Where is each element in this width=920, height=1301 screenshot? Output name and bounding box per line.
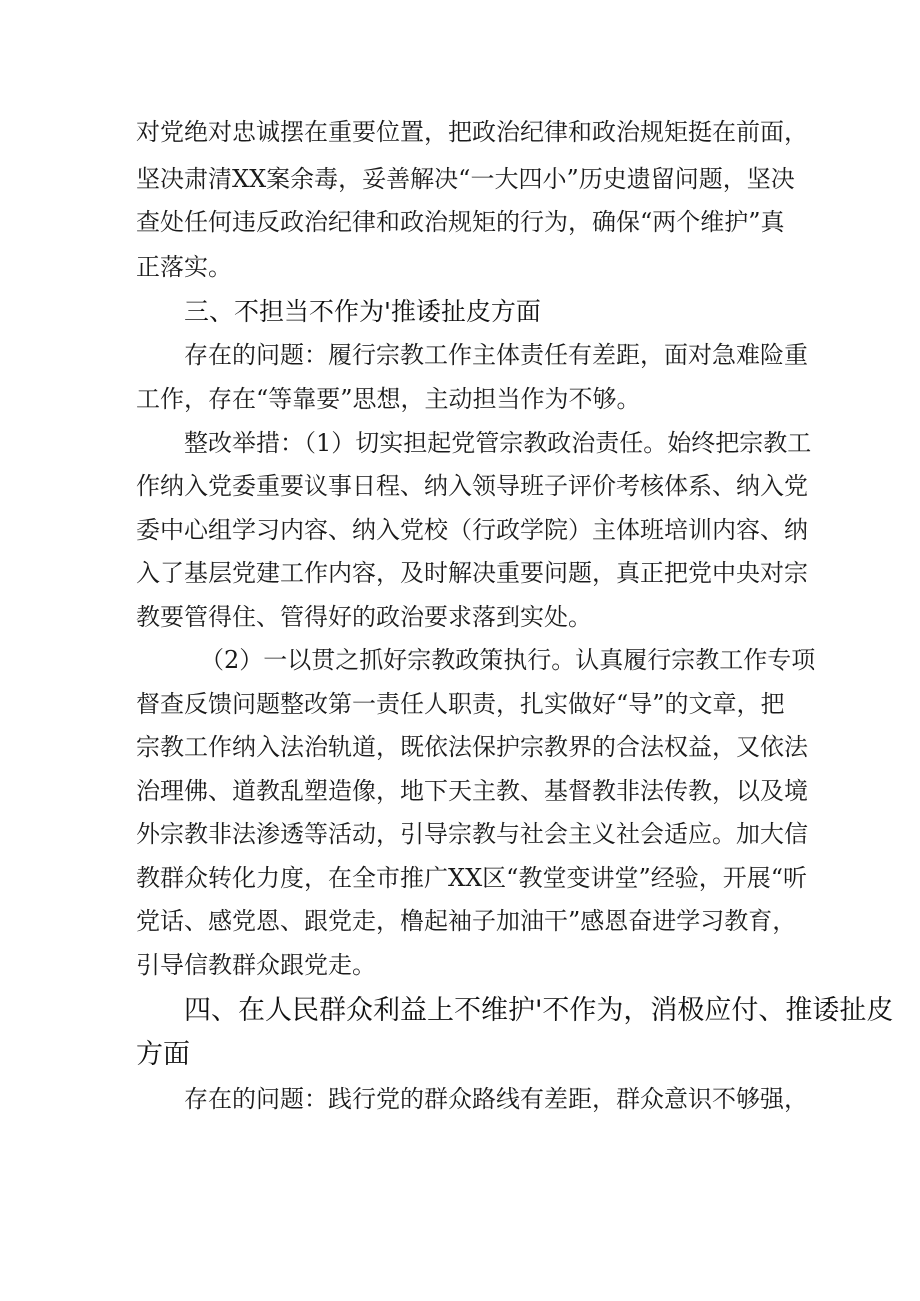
paragraph-line: （2）一以贯之抓好宗教政策执行。认真履行宗教工作专项 [200,646,816,674]
section-heading-3: 三、不担当不作为'推诿扯皮方面 [184,297,541,326]
paragraph-line: 外宗教非法渗透等活动，引导宗教与社会主义社会适应。加大信 [136,820,808,848]
paragraph-line: 党话、感党恩、跟党走，橹起袖子加油干”感恩奋进学习教育， [136,907,797,935]
paragraph-line: 引导信教群众跟党走。 [136,951,376,979]
paragraph-line: 教要管得住、管得好的政治要求落到实处。 [136,603,592,631]
paragraph-line: 治理佛、道教乱塑造像，地下天主教、基督教非法传教，以及境 [136,777,808,805]
paragraph-line: 对党绝对忠诚摆在重要位置，把政治纪律和政治规矩挺在前面， [136,118,808,146]
paragraph-line: 查处任何违反政治纪律和政治规矩的行为，确保“两个维护”真 [136,208,785,236]
paragraph-line: 整改举措：（1）切实担起党管宗教政治责任。始终把宗教工 [184,429,812,457]
paragraph-line: 作纳入党委重要议事日程、纳入领导班子评价考核体系、纳入党 [136,472,808,500]
paragraph-line: 宗教工作纳入法治轨道，既依法保护宗教界的合法权益，又依法 [136,733,808,761]
paragraph-line: 委中心组学习内容、纳入党校（行政学院）主体班培训内容、纳 [136,516,808,544]
paragraph-line: 工作，存在“等靠要”思想，主动担当作为不够。 [136,385,641,413]
paragraph-line: 坚决肃清XX案余毒，妥善解决“一大四小”历史遗留问题，坚决 [136,165,795,193]
section-heading-4: 四、在人民群众利益上不维护'不作为，消极应付、推诿扯皮 [184,995,894,1026]
paragraph-line: 存在的问题：践行党的群众路线有差距，群众意识不够强， [184,1085,808,1113]
paragraph-line: 督查反馈问题整改第一责任人职责，扎实做好“导”的文章，把 [136,690,785,718]
paragraph-line: 教群众转化力度，在全市推广XX区“教堂变讲堂”经验，开展“听 [136,864,807,892]
paragraph-line: 正落实。 [136,253,232,281]
paragraph-line: 入了基层党建工作内容，及时解决重要问题，真正把党中央对宗 [136,559,808,587]
section-heading-4-continued: 方面 [136,1039,190,1070]
paragraph-line: 存在的问题：履行宗教工作主体责任有差距，面对急难险重 [184,341,808,369]
